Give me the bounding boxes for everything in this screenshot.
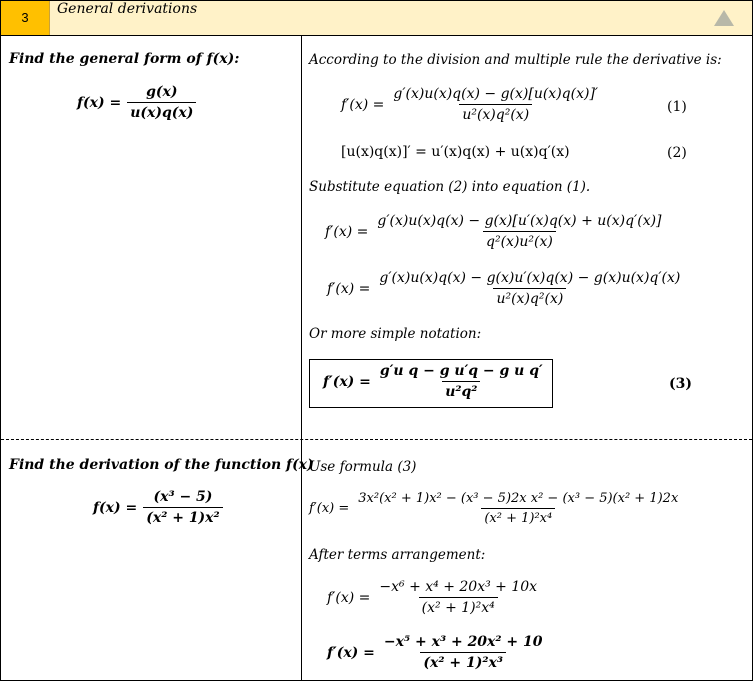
- intro-text: According to the division and multiple rule the derivative is:: [309, 52, 722, 68]
- eq4-denominator: u²(x)q²(x): [493, 288, 566, 307]
- arrangement-text: After terms arrangement:: [309, 547, 486, 563]
- eq1-lhs: f′(x) =: [341, 96, 385, 113]
- section-number: 3: [1, 1, 50, 35]
- eq4-fraction: [376, 270, 683, 307]
- eq1-tag: (1): [667, 99, 687, 115]
- eq3-fraction: [374, 213, 664, 250]
- eq2-tag: (2): [667, 145, 687, 161]
- eq5-fraction: [377, 363, 546, 400]
- eq8-lhs: f′(x) =: [327, 644, 375, 661]
- eq4-numerator: g′(x)u(x)q(x) − g(x)u′(x)q(x) − g(x)u(x)q′(x): [379, 270, 681, 286]
- given2-fraction: [143, 489, 222, 526]
- simple-notation-text: Or more simple notation:: [309, 326, 482, 342]
- equation-7: [327, 579, 540, 616]
- equation-2: [u(x)q(x)]′ = u′(x)q(x) + u(x)q′(x): [341, 144, 570, 160]
- equation-4: [327, 270, 683, 307]
- given2-denominator: (x² + 1)x²: [143, 507, 222, 526]
- given-fraction: [127, 84, 196, 121]
- eq4-lhs: f′(x) =: [327, 280, 371, 297]
- row-divider: [1, 439, 752, 440]
- given2-lhs: f(x) =: [93, 499, 138, 516]
- use-formula-text: Use formula (3): [309, 459, 417, 475]
- eq6-numerator: 3x²(x² + 1)x² − (x³ − 5)2x x² − (x³ − 5)(x² + 1)2x: [358, 491, 679, 506]
- eq6-denominator: (x² + 1)²x⁴: [481, 508, 555, 526]
- eq8-numerator: −x⁵ + x³ + 20x² + 10: [383, 634, 543, 650]
- eq8-denominator: (x² + 1)²x³: [420, 652, 506, 671]
- equation-5: [323, 363, 546, 400]
- eq5-lhs: f′(x) =: [323, 373, 371, 390]
- given2-numerator: (x³ − 5): [153, 489, 213, 505]
- eq5-numerator: g′u q − g u′q − g u q′: [379, 363, 543, 379]
- eq3-denominator: q²(x)u²(x): [483, 231, 556, 250]
- eq3-lhs: f′(x) =: [325, 223, 369, 240]
- eq7-fraction: [376, 579, 540, 616]
- eq8-fraction: [381, 634, 546, 671]
- given-lhs: f(x) =: [77, 94, 122, 111]
- eq7-numerator: −x⁶ + x⁴ + 20x³ + 10x: [379, 579, 538, 595]
- eq5-tag: (3): [669, 376, 692, 392]
- given-function-2: [93, 489, 223, 526]
- triangle-up-icon[interactable]: [714, 10, 734, 26]
- eq7-denominator: (x² + 1)²x⁴: [419, 597, 498, 616]
- eq1-numerator: g′(x)u(x)q(x) − g(x)[u(x)q(x)]′: [393, 86, 599, 102]
- equation-8: [327, 634, 546, 671]
- section-header: [1, 1, 752, 36]
- section-title: General derivations: [57, 1, 198, 17]
- eq6-fraction: [355, 491, 681, 526]
- eq5-denominator: u²q²: [442, 381, 480, 400]
- given-denominator: u(x)q(x): [127, 102, 196, 121]
- eq1-fraction: [390, 86, 601, 123]
- question-1: Find the general form of f(x):: [9, 51, 240, 67]
- given-numerator: g(x): [146, 84, 178, 100]
- eq1-denominator: u²(x)q²(x): [459, 104, 532, 123]
- equation-1: [341, 86, 601, 123]
- eq6-lhs: f′(x) =: [309, 501, 350, 516]
- eq3-numerator: g′(x)u(x)q(x) − g(x)[u′(x)q(x) + u(x)q′(x)]: [377, 213, 662, 229]
- equation-3: [325, 213, 665, 250]
- question-2: Find the derivation of the function f(x): [9, 457, 314, 473]
- equation-6: [309, 491, 681, 526]
- substitute-text: Substitute equation (2) into equation (1).: [309, 179, 591, 195]
- given-function-1: [77, 84, 196, 121]
- column-divider: [301, 36, 302, 680]
- eq7-lhs: f′(x) =: [327, 589, 371, 606]
